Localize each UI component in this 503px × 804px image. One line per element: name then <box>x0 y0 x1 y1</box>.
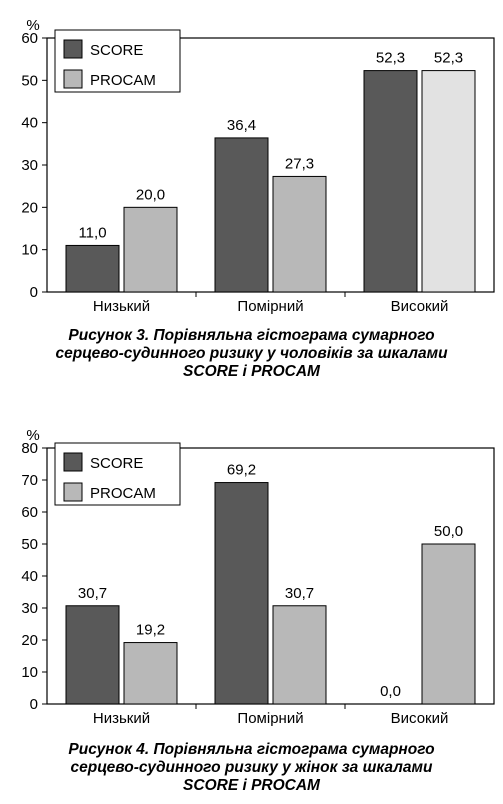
y-tick-label: 50 <box>21 72 38 90</box>
x-tick-label: Низький <box>92 298 151 315</box>
legend-swatch <box>64 40 82 58</box>
bar <box>364 71 417 292</box>
y-tick-label: 30 <box>21 600 38 617</box>
x-tick-label: Високий <box>390 710 449 727</box>
data-label: 11,0 <box>78 224 107 242</box>
bar <box>422 544 475 704</box>
y-tick-label: 50 <box>21 536 38 553</box>
legend-label: SCORE <box>90 455 144 472</box>
x-tick-label: Низький <box>92 710 151 727</box>
y-tick-label: 20 <box>21 199 38 217</box>
caption-line: Рисунок 4. Порівняльна гістограма сумарного <box>68 741 435 758</box>
data-label: 27,3 <box>284 155 315 173</box>
data-label: 69,2 <box>226 461 257 479</box>
legend-swatch <box>64 453 82 471</box>
y-tick-label: 0 <box>29 696 38 713</box>
legend-label: PROCAM <box>90 485 156 502</box>
caption-line: серцево-судинного ризику у чоловіків за шкалами <box>55 345 448 362</box>
y-tick-label: 60 <box>21 30 38 47</box>
chart-2 <box>0 410 503 740</box>
data-label: 19,2 <box>135 621 166 639</box>
caption-line: Рисунок 3. Порівняльна гістограма сумарного <box>68 327 435 344</box>
legend-label: PROCAM <box>90 72 156 89</box>
data-label: 30,7 <box>77 584 108 602</box>
data-label: 30,7 <box>284 584 315 602</box>
y-tick-label: 80 <box>21 440 38 457</box>
data-label: 36,4 <box>226 116 257 134</box>
y-tick-label: 40 <box>21 114 38 132</box>
caption-line: серцево-судинного ризику у жінок за шкалами <box>70 759 433 776</box>
data-label: 50,0 <box>433 523 464 540</box>
data-label: 20,0 <box>135 186 166 204</box>
bar <box>66 606 119 704</box>
x-tick-label: Помірний <box>237 710 304 727</box>
y-tick-label: 20 <box>21 632 38 649</box>
legend-label: SCORE <box>90 42 144 59</box>
bar <box>273 176 326 292</box>
caption-line: SCORE і PROCAM <box>183 777 320 794</box>
bar <box>124 643 177 704</box>
x-tick-label: Помірний <box>237 298 304 315</box>
legend-swatch <box>64 483 82 501</box>
y-tick-label: 70 <box>21 472 38 489</box>
y-tick-label: 10 <box>21 664 38 681</box>
data-label: 52,3 <box>433 49 464 67</box>
caption-chart-1 <box>0 327 503 381</box>
y-tick-label: 10 <box>21 241 38 259</box>
y-tick-label: 0 <box>29 284 38 301</box>
data-label: 52,3 <box>375 49 406 67</box>
x-tick-label: Високий <box>390 298 449 315</box>
bar <box>215 138 268 292</box>
caption-chart-2 <box>0 741 503 795</box>
chart-1 <box>0 0 503 325</box>
bar <box>215 483 268 704</box>
bar <box>422 71 475 292</box>
y-tick-label: 30 <box>21 157 38 174</box>
bar <box>273 606 326 704</box>
bar <box>66 245 119 292</box>
data-label: 0,0 <box>380 683 401 700</box>
y-axis-label: % <box>26 17 40 34</box>
y-axis-label: % <box>26 427 40 444</box>
caption-line: SCORE і PROCAM <box>183 363 320 380</box>
legend-swatch <box>64 70 82 88</box>
bar <box>124 207 177 292</box>
y-tick-label: 60 <box>21 504 38 521</box>
y-tick-label: 40 <box>21 568 38 585</box>
